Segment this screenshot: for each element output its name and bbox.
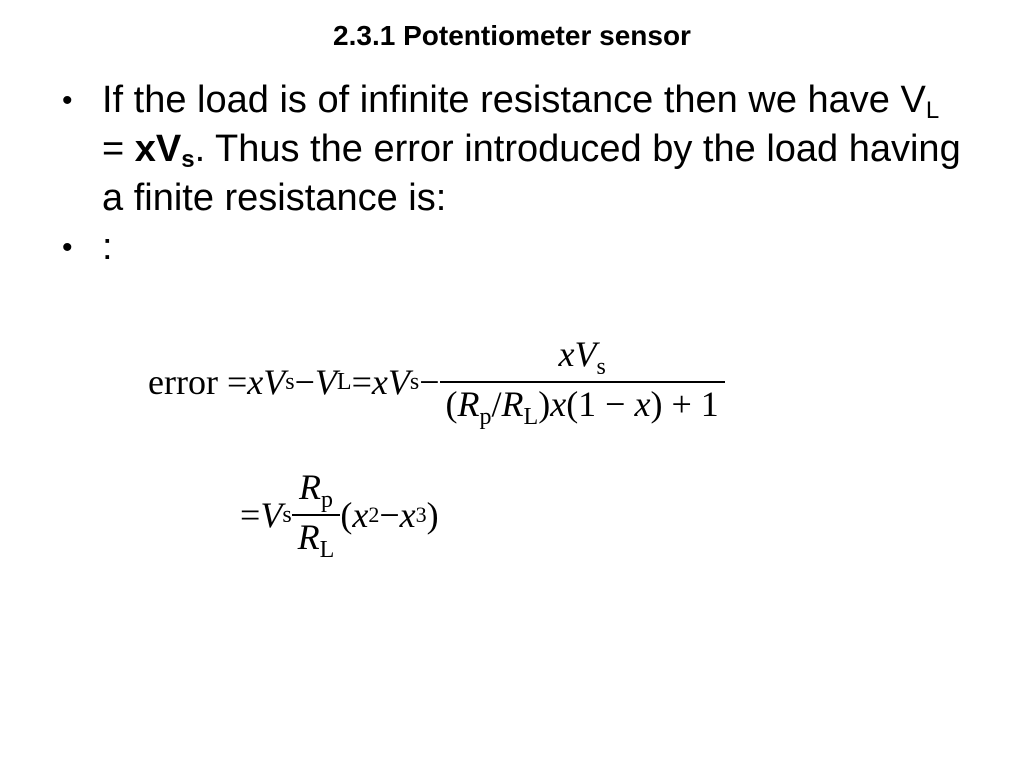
bullet-2-text: : bbox=[102, 226, 113, 268]
bullet-1-bold-xv: xV bbox=[134, 128, 182, 170]
eq-operator: − bbox=[294, 362, 315, 402]
bullet-1-text-b: = bbox=[102, 128, 135, 170]
eq-fraction bbox=[440, 333, 725, 431]
eq-denominator: $R_L$ bbox=[292, 514, 341, 564]
bullet-1-bold-sub-s: s bbox=[181, 146, 195, 173]
eq-fraction bbox=[292, 466, 341, 564]
eq-numerator: $xV_s$ bbox=[558, 334, 606, 380]
eq-paren: ( bbox=[340, 495, 353, 535]
eq-operator: − bbox=[379, 495, 400, 535]
eq-operator: = bbox=[240, 495, 261, 535]
eq-exponent: 3 bbox=[415, 502, 427, 527]
eq-operator: = bbox=[351, 362, 372, 402]
eq-denominator: $(R_p/R_L)x(1 - x) + 1$ bbox=[440, 381, 725, 431]
eq-var: V bbox=[263, 362, 286, 402]
eq-var: x bbox=[352, 495, 369, 535]
eq-operator: − bbox=[419, 362, 440, 402]
error-equation-line-1 bbox=[148, 333, 725, 431]
eq-subscript: s bbox=[282, 501, 292, 528]
bullet-icon: • bbox=[62, 231, 73, 264]
bullet-list bbox=[62, 76, 962, 272]
eq-var: V bbox=[260, 495, 283, 535]
eq-subscript: s bbox=[285, 368, 295, 395]
eq-lhs: error = bbox=[148, 362, 248, 402]
eq-var: V bbox=[314, 362, 337, 402]
eq-var: x bbox=[399, 495, 416, 535]
eq-subscript: L bbox=[336, 368, 352, 395]
bullet-icon: • bbox=[62, 84, 73, 117]
bullet-1-sub-l: L bbox=[925, 97, 940, 124]
slide-title: 2.3.1 Potentiometer sensor bbox=[333, 20, 691, 51]
eq-exponent: 2 bbox=[368, 502, 380, 527]
eq-numerator: $R_p$ bbox=[298, 467, 333, 513]
bullet-item-2 bbox=[62, 223, 962, 272]
eq-var: x bbox=[247, 362, 264, 402]
eq-var: V bbox=[387, 362, 410, 402]
error-equation-line-2 bbox=[240, 466, 439, 564]
eq-subscript: s bbox=[409, 368, 420, 395]
bullet-1-text-a: If the load is of infinite resistance then we have V bbox=[102, 79, 926, 121]
eq-paren: ) bbox=[426, 495, 439, 535]
bullet-1-text-c: . Thus the error introduced by the load having a finite resistance is: bbox=[102, 128, 961, 219]
bullet-item-1 bbox=[62, 76, 962, 223]
eq-var: x bbox=[371, 362, 388, 402]
